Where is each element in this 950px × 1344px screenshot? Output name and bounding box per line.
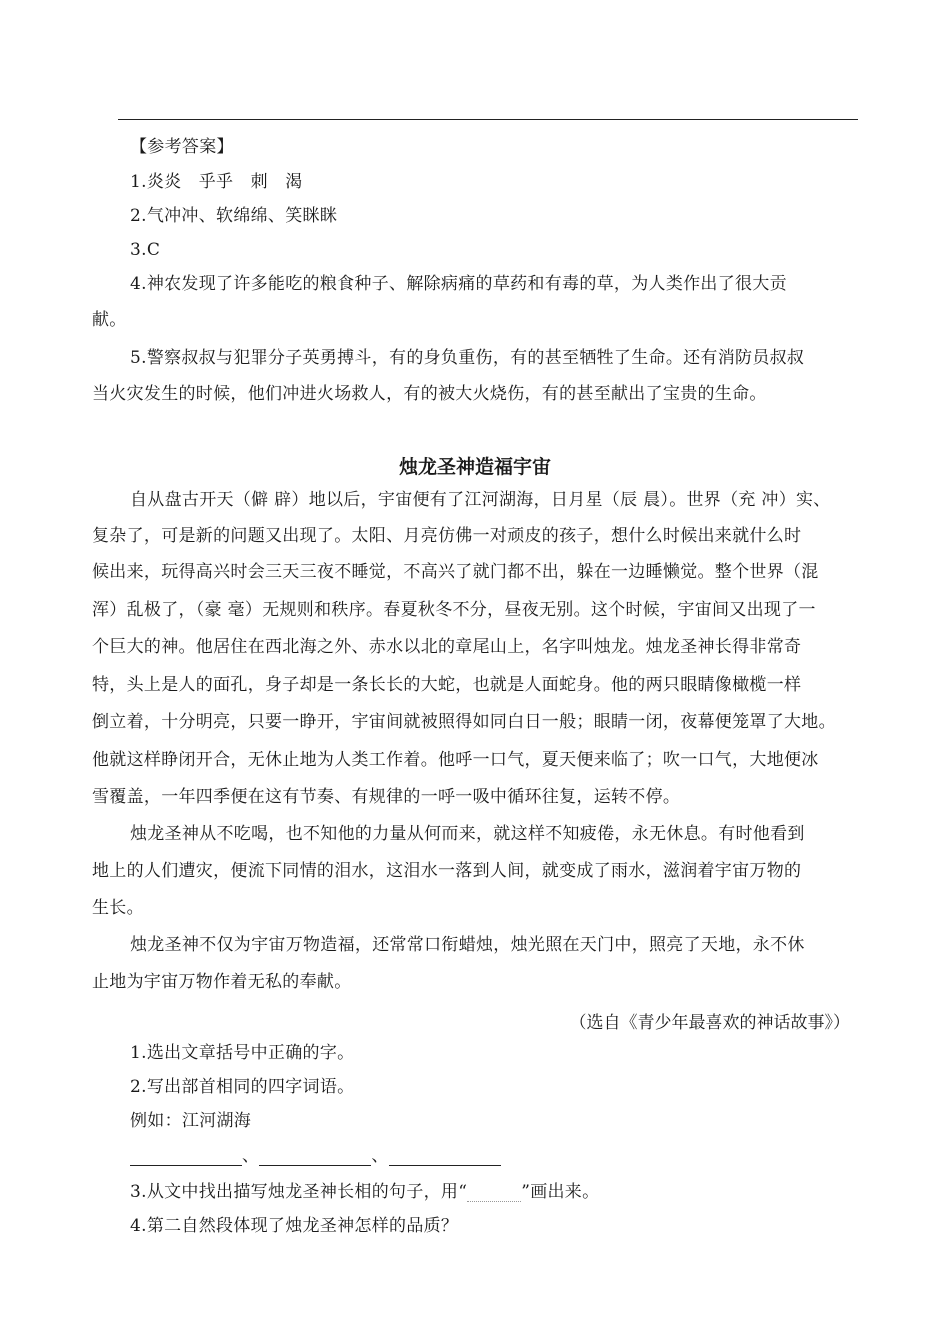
answer-2: 2.气冲冲、软绵绵、笑眯眯: [130, 206, 338, 226]
p2-line: 生长。: [92, 898, 144, 918]
answer-4-line-1: 4.神农发现了许多能吃的粮食种子、解除病痛的草药和有毒的草，为人类作出了很大贡: [130, 274, 787, 294]
header-rule: [118, 119, 858, 120]
example: 例如：江河湖海: [130, 1111, 252, 1131]
answer-blank[interactable]: [259, 1149, 371, 1166]
p1-line: 雪覆盖，一年四季便在这有节奏、有规律的一呼一吸中循环往复，运转不停。: [92, 787, 681, 807]
answer-4-line-2: 献。: [92, 310, 127, 330]
answer-5-line-2: 当火灾发生的时候，他们冲进火场救人，有的被大火烧伤，有的甚至献出了宝贵的生命。: [92, 384, 767, 404]
question-3-text: 3.从文中找出描写烛龙圣神长相的句子，用“: [130, 1182, 468, 1202]
p3-line: 烛龙圣神不仅为宇宙万物造福，还常常口衔蜡烛，烛光照在天门中，照亮了天地，永不休: [130, 935, 805, 955]
p1-line: 自从盘古开天（僻 辟）地以后，宇宙便有了江河湖海，日月星（辰 晨）。世界（充 冲）实、: [130, 490, 831, 510]
p3-line: 止地为宇宙万物作着无私的奉献。: [92, 972, 352, 992]
p2-line: 烛龙圣神从不吃喝，也不知他的力量从何而来，就这样不知疲倦，永无休息。有时他看到: [130, 824, 805, 844]
answers-header: 【参考答案】: [130, 137, 234, 157]
question-1: 1.选出文章括号中正确的字。: [130, 1043, 355, 1063]
p1-line: 浑）乱极了，（豪 毫）无规则和秩序。春夏秋冬不分，昼夜无别。这个时候，宇宙间又出现了一: [92, 600, 816, 620]
answer-blank[interactable]: [130, 1149, 242, 1166]
separator: 、: [242, 1146, 260, 1166]
p1-line: 候出来，玩得高兴时会三天三夜不睡觉，不高兴了就门都不出，躲在一边睡懒觉。整个世界（混: [92, 562, 819, 582]
answer-3: 3.C: [130, 240, 161, 260]
p1-line: 特，头上是人的面孔，身子却是一条长长的大蛇，也就是人面蛇身。他的两只眼睛像橄榄一样: [92, 675, 802, 695]
p1-line: 倒立着，十分明亮，只要一睁开，宇宙间就被照得如同白日一般；眼睛一闭，夜幕便笼罩了大地。: [92, 712, 836, 732]
question-4: 4.第二自然段体现了烛龙圣神怎样的品质？: [130, 1216, 459, 1236]
answer-blanks: [130, 1146, 501, 1166]
answer-blank[interactable]: [389, 1149, 501, 1166]
p1-line: 复杂了，可是新的问题又出现了。太阳、月亮仿佛一对顽皮的孩子，想什么时候出来就什么时: [92, 526, 802, 546]
article-title: 烛龙圣神造福宇宙: [398, 456, 551, 478]
source-citation: （选自《青少年最喜欢的神话故事》）: [569, 1013, 850, 1033]
answer-1: 1.炎炎 乎乎 刺 渴: [130, 172, 303, 192]
question-3-text-end: ”画出来。: [521, 1182, 600, 1202]
wavy-underline-mark: [467, 1187, 521, 1202]
p1-line: 个巨大的神。他居住在西北海之外、赤水以北的章尾山上，名字叫烛龙。烛龙圣神长得非常奇: [92, 637, 802, 657]
p2-line: 地上的人们遭灾，便流下同情的泪水，这泪水一落到人间，就变成了雨水，滋润着宇宙万物的: [92, 861, 802, 881]
p1-line: 他就这样睁闭开合，无休止地为人类工作着。他呼一口气，夏天便来临了；吹一口气，大地便冰: [92, 750, 819, 770]
question-2: 2.写出部首相同的四字词语。: [130, 1077, 355, 1097]
question-3: [130, 1182, 599, 1202]
separator: 、: [371, 1146, 389, 1166]
answer-5-line-1: 5.警察叔叔与犯罪分子英勇搏斗，有的身负重伤，有的甚至牺牲了生命。还有消防员叔叔: [130, 348, 805, 368]
